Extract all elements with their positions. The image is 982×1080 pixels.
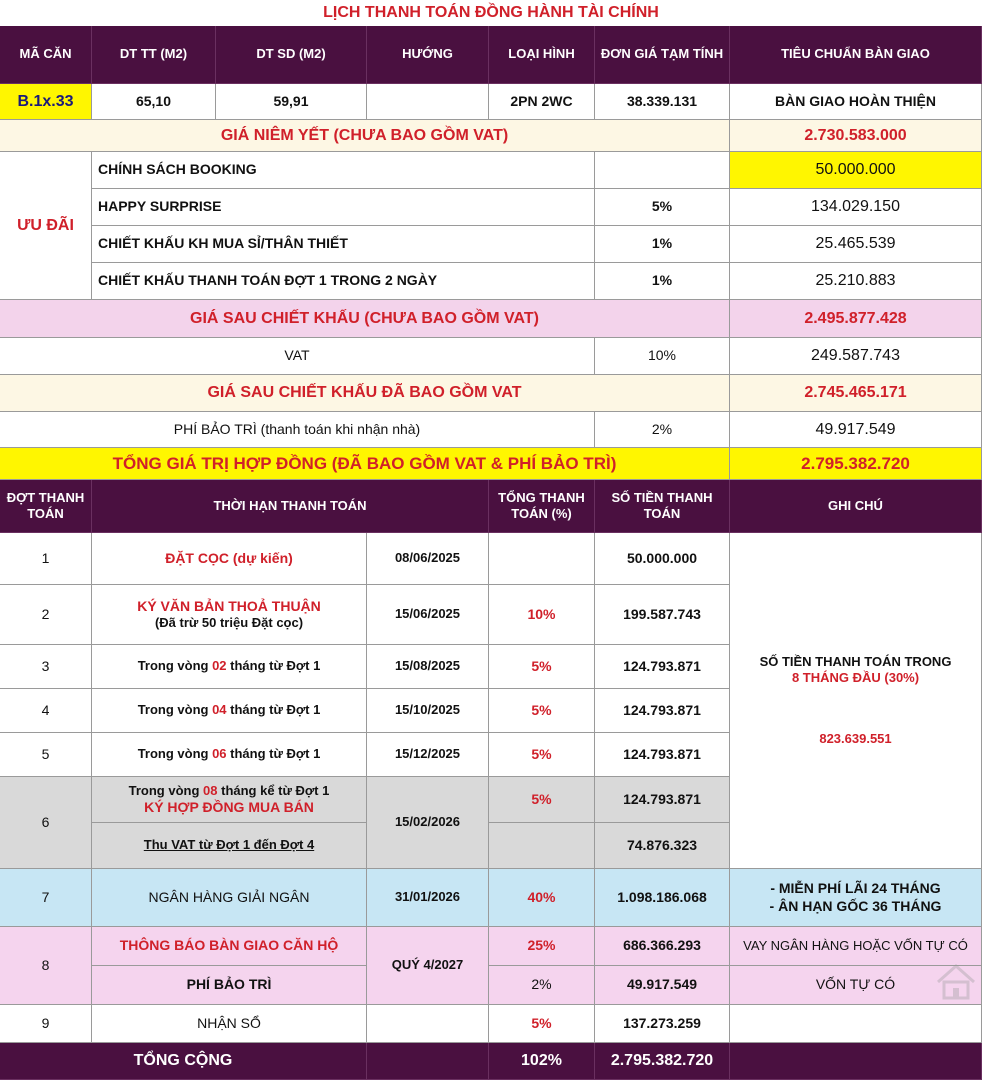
handover-standard-header: TIÊU CHUẨN BÀN GIAO <box>730 26 982 84</box>
after-discount-label: GIÁ SAU CHIẾT KHẤU (CHƯA BAO GỒM VAT) <box>0 300 730 338</box>
phase-7-number: 7 <box>0 869 92 927</box>
phase-7-amount: 1.098.186.068 <box>595 869 730 927</box>
phase-6-subtitle: KÝ HỢP ĐỒNG MUA BÁN <box>144 798 314 815</box>
discount-loyal-amount: 25.465.539 <box>730 226 982 263</box>
discount-early-payment-label: CHIẾT KHẤU THANH TOÁN ĐỢT 1 TRONG 2 NGÀY <box>92 263 595 300</box>
area-sd-value: 59,91 <box>216 84 367 120</box>
phase-2-subtitle: (Đã trừ 50 triệu Đặt cọc) <box>154 615 304 631</box>
phase-6-vat-amount: 74.876.323 <box>595 823 730 869</box>
list-price-label: GIÁ NIÊM YẾT (CHƯA BAO GỒM VAT) <box>0 120 730 152</box>
phase-3-description: Trong vòng 02 tháng từ Đợt 1 <box>92 645 367 689</box>
unit-price-value: 38.339.131 <box>595 84 730 120</box>
phase-5-date: 15/12/2025 <box>367 733 489 777</box>
first-months-note-line2: 8 THÁNG ĐẦU (30%) <box>791 670 920 686</box>
phase-6-amount: 124.793.871 <box>595 777 730 823</box>
phase-9-description: NHẬN SỔ <box>92 1005 367 1043</box>
note-header: GHI CHÚ <box>730 480 982 533</box>
vat-value: 249.587.743 <box>730 338 982 375</box>
list-price-value: 2.730.583.000 <box>730 120 982 152</box>
discount-booking-label: CHÍNH SÁCH BOOKING <box>92 152 595 189</box>
type-header: LOẠI HÌNH <box>489 26 595 84</box>
phase-9-amount: 137.273.259 <box>595 1005 730 1043</box>
phase-6-vat-label: Thu VAT từ Đợt 1 đến Đợt 4 <box>92 823 367 869</box>
after-discount-vat-label: GIÁ SAU CHIẾT KHẤU ĐÃ BAO GỒM VAT <box>0 375 730 412</box>
area-tt-value: 65,10 <box>92 84 216 120</box>
phase-3-amount: 124.793.871 <box>595 645 730 689</box>
phase-7-description: NGÂN HÀNG GIẢI NGÂN <box>92 869 367 927</box>
first-months-note <box>730 533 982 869</box>
phase-1-date: 08/06/2025 <box>367 533 489 585</box>
direction-value <box>367 84 489 120</box>
phase-1-number: 1 <box>0 533 92 585</box>
discount-happy-surprise-amount: 134.029.150 <box>730 189 982 226</box>
phase-2-number: 2 <box>0 585 92 645</box>
phase-2-percent: 10% <box>489 585 595 645</box>
phase-4-description: Trong vòng 04 tháng từ Đợt 1 <box>92 689 367 733</box>
phase-8-note: VAY NGÂN HÀNG HOẶC VỐN TỰ CÓ <box>730 927 982 966</box>
direction-header: HƯỚNG <box>367 26 489 84</box>
first-months-note-amount: 823.639.551 <box>819 730 892 746</box>
first-months-note-line1: SỐ TIỀN THANH TOÁN TRONG <box>759 654 952 670</box>
discount-loyal-rate: 1% <box>595 226 730 263</box>
after-discount-value: 2.495.877.428 <box>730 300 982 338</box>
after-discount-vat-value: 2.745.465.171 <box>730 375 982 412</box>
maintenance-label: PHÍ BẢO TRÌ (thanh toán khi nhận nhà) <box>0 412 595 448</box>
phase-3-number: 3 <box>0 645 92 689</box>
phase-header: ĐỢT THANH TOÁN <box>0 480 92 533</box>
sheet-title: LỊCH THANH TOÁN ĐỒNG HÀNH TÀI CHÍNH <box>0 0 982 26</box>
phase-8-fee-percent: 2% <box>489 966 595 1005</box>
phase-9-number: 9 <box>0 1005 92 1043</box>
phase-2-amount: 199.587.743 <box>595 585 730 645</box>
maintenance-rate: 2% <box>595 412 730 448</box>
phase-1-amount: 50.000.000 <box>595 533 730 585</box>
discount-booking-amount: 50.000.000 <box>730 152 982 189</box>
grand-total-percent: 102% <box>489 1043 595 1080</box>
discount-group-label: ƯU ĐÃI <box>0 152 92 300</box>
maintenance-value: 49.917.549 <box>730 412 982 448</box>
handover-standard-value: BÀN GIAO HOÀN THIỆN <box>730 84 982 120</box>
area-sd-header: DT SD (M2) <box>216 26 367 84</box>
phase-6-vat-percent <box>489 823 595 869</box>
unit-code-value: B.1x.33 <box>0 84 92 120</box>
phase-8-amount: 686.366.293 <box>595 927 730 966</box>
phase-7-note-line2: - ÂN HẠN GỐC 36 THÁNG <box>769 897 942 914</box>
phase-7-note-line1: - MIỄN PHÍ LÃI 24 THÁNG <box>770 880 941 896</box>
phase-2-description <box>92 585 367 645</box>
phase-8-fee-amount: 49.917.549 <box>595 966 730 1005</box>
vat-label: VAT <box>0 338 595 375</box>
contract-total-value: 2.795.382.720 <box>730 448 982 480</box>
phase-2-title: KÝ VĂN BẢN THOẢ THUẬN <box>137 597 321 614</box>
phase-5-number: 5 <box>0 733 92 777</box>
phase-8-number: 8 <box>0 927 92 1005</box>
unit-code-header: MÃ CĂN <box>0 26 92 84</box>
phase-6-description: Trong vòng 08 tháng kể từ Đợt 1 KÝ HỢP ĐỒNG MUA BÁN <box>92 777 367 823</box>
phase-8-description: THÔNG BÁO BÀN GIAO CĂN HỘ <box>92 927 367 966</box>
discount-booking-rate <box>595 152 730 189</box>
phase-5-percent: 5% <box>489 733 595 777</box>
percent-header: TỔNG THANH TOÁN (%) <box>489 480 595 533</box>
discount-early-payment-amount: 25.210.883 <box>730 263 982 300</box>
discount-happy-surprise-rate: 5% <box>595 189 730 226</box>
phase-3-percent: 5% <box>489 645 595 689</box>
phase-5-amount: 124.793.871 <box>595 733 730 777</box>
phase-6-number: 6 <box>0 777 92 869</box>
amount-header: SỐ TIỀN THANH TOÁN <box>595 480 730 533</box>
house-icon <box>934 960 978 1004</box>
phase-3-date: 15/08/2025 <box>367 645 489 689</box>
phase-9-percent: 5% <box>489 1005 595 1043</box>
phase-9-note <box>730 1005 982 1043</box>
type-value: 2PN 2WC <box>489 84 595 120</box>
phase-8-percent: 25% <box>489 927 595 966</box>
phase-4-number: 4 <box>0 689 92 733</box>
phase-6-date: 15/02/2026 <box>367 777 489 869</box>
vat-rate: 10% <box>595 338 730 375</box>
phase-7-note <box>730 869 982 927</box>
phase-7-percent: 40% <box>489 869 595 927</box>
phase-8-fee-note: VỐN TỰ CÓ <box>730 966 982 1005</box>
phase-7-date: 31/01/2026 <box>367 869 489 927</box>
phase-4-percent: 5% <box>489 689 595 733</box>
phase-6-percent: 5% <box>489 777 595 823</box>
contract-total-label: TỔNG GIÁ TRỊ HỢP ĐỒNG (ĐÃ BAO GỒM VAT & PHÍ BẢO TRÌ) <box>0 448 730 480</box>
unit-price-header: ĐƠN GIÁ TẠM TÍNH <box>595 26 730 84</box>
discount-happy-surprise-label: HAPPY SURPRISE <box>92 189 595 226</box>
phase-1-description: ĐẶT CỌC (dự kiến) <box>92 533 367 585</box>
discount-loyal-label: CHIẾT KHẤU KH MUA SỈ/THÂN THIẾT <box>92 226 595 263</box>
phase-4-amount: 124.793.871 <box>595 689 730 733</box>
grand-total-label: TỔNG CỘNG <box>0 1043 367 1080</box>
discount-early-payment-rate: 1% <box>595 263 730 300</box>
phase-8-fee-label: PHÍ BẢO TRÌ <box>92 966 367 1005</box>
phase-1-percent <box>489 533 595 585</box>
term-header: THỜI HẠN THANH TOÁN <box>92 480 489 533</box>
grand-total-amount: 2.795.382.720 <box>595 1043 730 1080</box>
grand-total-blank <box>367 1043 489 1080</box>
grand-total-note <box>730 1043 982 1080</box>
area-tt-header: DT TT (M2) <box>92 26 216 84</box>
phase-9-date <box>367 1005 489 1043</box>
phase-8-date: QUÝ 4/2027 <box>367 927 489 1005</box>
phase-5-description: Trong vòng 06 tháng từ Đợt 1 <box>92 733 367 777</box>
phase-2-date: 15/06/2025 <box>367 585 489 645</box>
phase-4-date: 15/10/2025 <box>367 689 489 733</box>
